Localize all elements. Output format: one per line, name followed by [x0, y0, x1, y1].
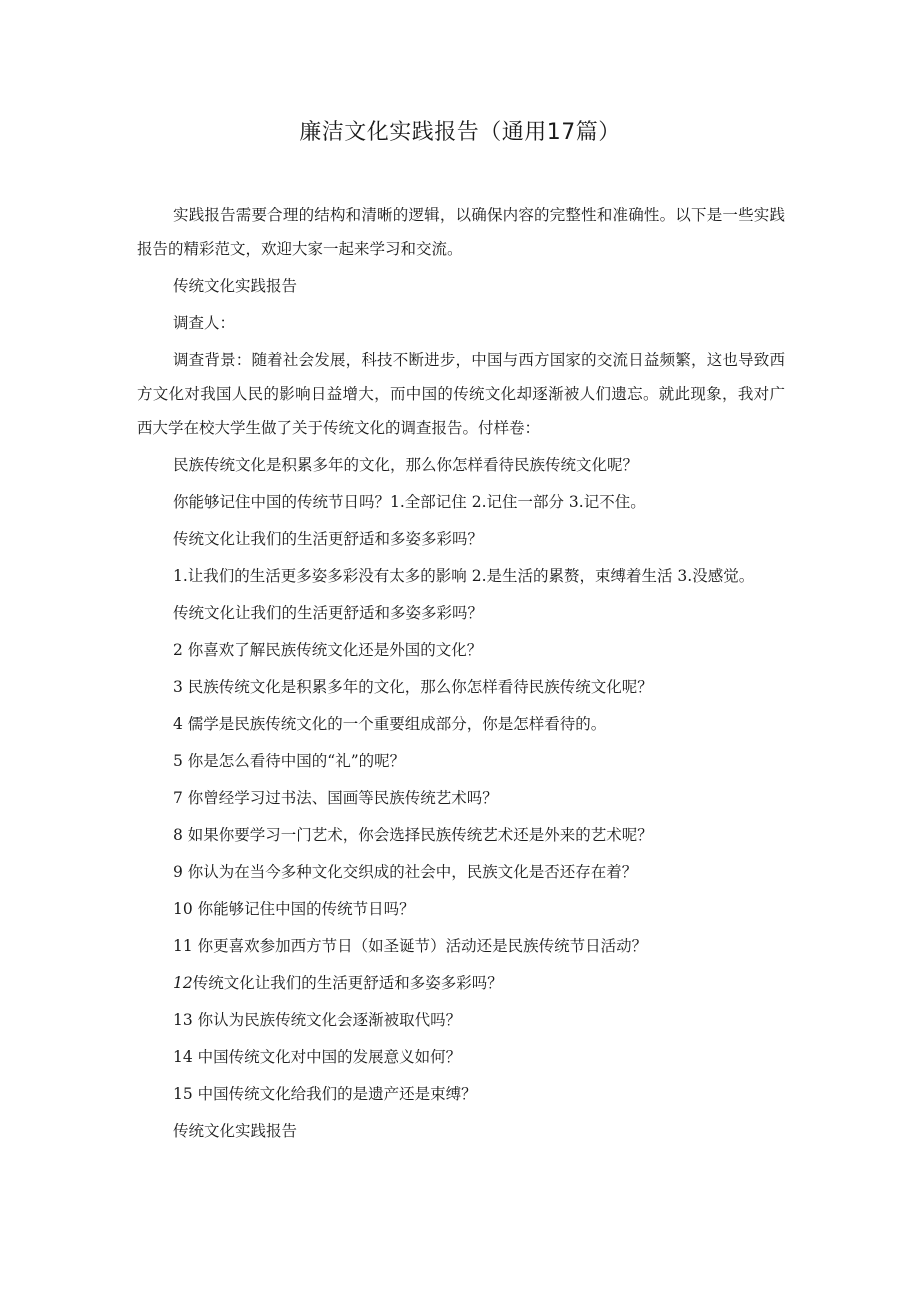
question-line: 13 你认为民族传统文化会逐渐被取代吗？ — [173, 1011, 462, 1029]
question-line: 14 中国传统文化对中国的发展意义如何？ — [173, 1048, 462, 1066]
question-line: 你能够记住中国的传统节日吗？1.全部记住 2.记住一部分 3.记不住。 — [173, 493, 646, 511]
question-line — [137, 966, 785, 1000]
question-line: 传统文化让我们的生活更舒适和多姿多彩吗？ — [173, 530, 484, 548]
question-line: 15 中国传统文化给我们的是遗产还是束缚？ — [173, 1085, 477, 1103]
question-line: 11 你更喜欢参加西方节日（如圣诞节）活动还是民族传统节日活动？ — [173, 937, 648, 955]
background-paragraph: 调查背景：随着社会发展，科技不断进步，中国与西方国家的交流日益频繁，这也导致西方文化对我国人民的影响日益增大，而中国的传统文化却逐渐被人们遗忘。就此现象，我对广西大学在校大学生做了关于传统文化的调查报告。付样卷： — [137, 351, 785, 437]
question-line: 9 你认为在当今多种文化交织成的社会中，民族文化是否还存在着？ — [173, 863, 638, 881]
question-line: 传统文化让我们的生活更舒适和多姿多彩吗？ — [173, 604, 484, 622]
answer-options-line: 1.让我们的生活更多姿多彩没有太多的影响 2.是生活的累赘，束缚着生活 3.没感觉。 — [173, 567, 755, 585]
question-line: 5 你是怎么看待中国的“礼”的呢？ — [173, 752, 406, 770]
question-line: 3 民族传统文化是积累多年的文化，那么你怎样看待民族传统文化呢？ — [173, 678, 653, 696]
question-line: 民族传统文化是积累多年的文化，那么你怎样看待民族传统文化呢？ — [173, 456, 639, 474]
section-heading: 传统文化实践报告 — [173, 277, 298, 295]
question-line: 4 儒学是民族传统文化的一个重要组成部分，你是怎样看待的。 — [173, 715, 607, 733]
question-line: 8 如果你要学习一门艺术，你会选择民族传统艺术还是外来的艺术呢？ — [173, 826, 653, 844]
question-number: 12 — [173, 974, 193, 992]
question-line: 10 你能够记住中国的传统节日吗？ — [173, 900, 415, 918]
document-title: 廉洁文化实践报告（通用17篇） — [299, 120, 621, 145]
question-line: 7 你曾经学习过书法、国画等民族传统艺术吗？ — [173, 789, 498, 807]
question-text: 传统文化让我们的生活更舒适和多姿多彩吗？ — [192, 974, 503, 992]
investigator-line: 调查人： — [173, 314, 236, 332]
question-line: 2 你喜欢了解民族传统文化还是外国的文化？ — [173, 641, 483, 659]
document-body — [137, 198, 785, 1151]
intro-paragraph: 实践报告需要合理的结构和清晰的逻辑，以确保内容的完整性和准确性。以下是一些实践报告的精彩范文，欢迎大家一起来学习和交流。 — [137, 206, 785, 258]
section-heading: 传统文化实践报告 — [173, 1122, 298, 1140]
